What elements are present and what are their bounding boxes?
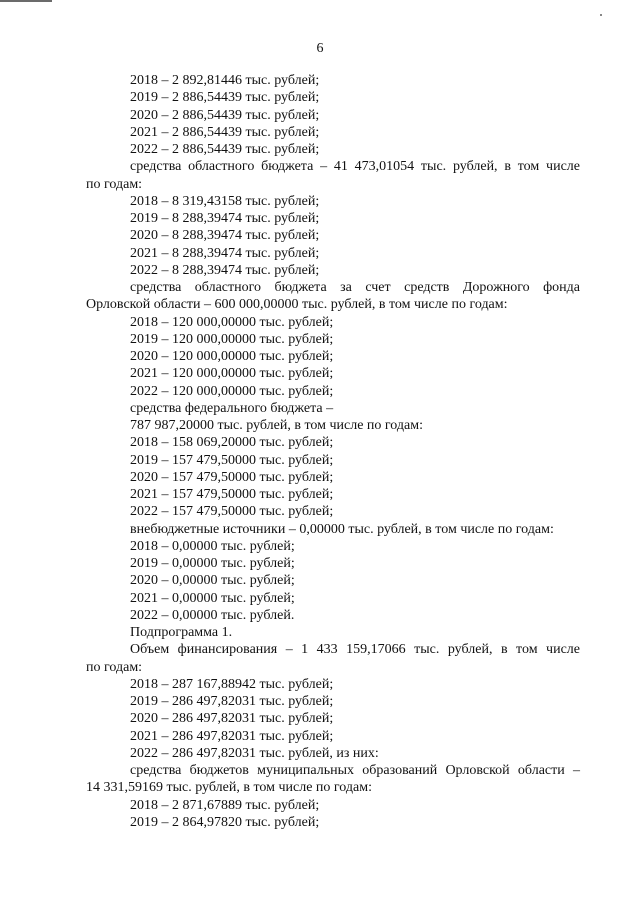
text-line: средства федерального бюджета – [130, 400, 334, 416]
text-line: 2022 – 8 288,39474 тыс. рублей; [130, 262, 320, 278]
text-line: 2021 – 8 288,39474 тыс. рублей; [130, 245, 320, 261]
text-line: по годам: [86, 659, 143, 675]
text-line: 2018 – 2 892,81446 тыс. рублей; [130, 73, 320, 88]
text-line: 2018 – 120 000,00000 тыс. рублей; [130, 314, 334, 330]
text-line: 2020 – 8 288,39474 тыс. рублей; [130, 228, 320, 244]
page-number: 6 [316, 41, 324, 56]
document-body [86, 72, 580, 831]
text-line: 2020 – 0,00000 тыс. рублей; [130, 573, 295, 589]
text-line: по годам: [86, 176, 143, 192]
text-line: 2021 – 120 000,00000 тыс. рублей; [130, 366, 334, 382]
text-line: Орловской области – 600 000,00000 тыс. рублей, в том числе по годам: [86, 297, 508, 313]
text-line: 2019 – 120 000,00000 тыс. рублей; [130, 331, 334, 347]
text-line: 2022 – 2 886,54439 тыс. рублей; [130, 142, 320, 157]
text-line: внебюджетные источники – 0,00000 тыс. рублей, в том числе по годам: [130, 521, 554, 537]
text-line: 2021 – 286 497,82031 тыс. рублей; [130, 728, 334, 744]
text-line: 2019 – 286 497,82031 тыс. рублей; [130, 694, 334, 709]
text-line: 2019 – 0,00000 тыс. рублей; [130, 556, 295, 571]
text-line: 14 331,59169 тыс. рублей, в том числе по годам: [86, 780, 372, 796]
text-line: 2020 – 120 000,00000 тыс. рублей; [130, 349, 334, 364]
scan-edge-mark [0, 0, 52, 2]
text-line: 2021 – 0,00000 тыс. рублей; [130, 590, 295, 606]
text-line: средства бюджетов муниципальных образований Орловской области – [130, 763, 580, 778]
text-line: 2019 – 2 886,54439 тыс. рублей; [130, 90, 320, 106]
text-line: 2019 – 8 288,39474 тыс. рублей; [130, 211, 320, 226]
text-line: Подпрограмма 1. [130, 625, 233, 640]
text-line: 2020 – 157 479,50000 тыс. рублей; [130, 469, 334, 485]
text-line: средства областного бюджета за счет средств Дорожного фонда [130, 280, 580, 295]
text-line: 2019 – 2 864,97820 тыс. рублей; [130, 814, 320, 830]
text-line: Объем финансирования – 1 433 159,17066 тыс. рублей, в том числе [130, 642, 580, 658]
scan-speck [600, 14, 602, 16]
text-line: 2022 – 286 497,82031 тыс. рублей, из них: [130, 745, 379, 761]
text-line: 2018 – 0,00000 тыс. рублей; [130, 538, 295, 554]
text-line: 2022 – 120 000,00000 тыс. рублей; [130, 383, 334, 399]
text-line: 2020 – 286 497,82031 тыс. рублей; [130, 711, 334, 727]
text-line: 787 987,20000 тыс. рублей, в том числе по годам: [130, 418, 423, 433]
text-line: 2021 – 2 886,54439 тыс. рублей; [130, 124, 320, 140]
text-line: 2022 – 157 479,50000 тыс. рублей; [130, 504, 334, 520]
text-line: 2018 – 158 069,20000 тыс. рублей; [130, 435, 334, 451]
text-line: 2020 – 2 886,54439 тыс. рублей; [130, 107, 320, 123]
text-line: 2018 – 2 871,67889 тыс. рублей; [130, 797, 320, 813]
text-line: средства областного бюджета – 41 473,01054 тыс. рублей, в том числе [130, 159, 580, 175]
text-line: 2019 – 157 479,50000 тыс. рублей; [130, 452, 334, 468]
text-line: 2021 – 157 479,50000 тыс. рублей; [130, 487, 334, 502]
text-line: 2018 – 287 167,88942 тыс. рублей; [130, 676, 334, 692]
text-line: 2022 – 0,00000 тыс. рублей. [130, 607, 295, 623]
text-line: 2018 – 8 319,43158 тыс. рублей; [130, 193, 320, 209]
